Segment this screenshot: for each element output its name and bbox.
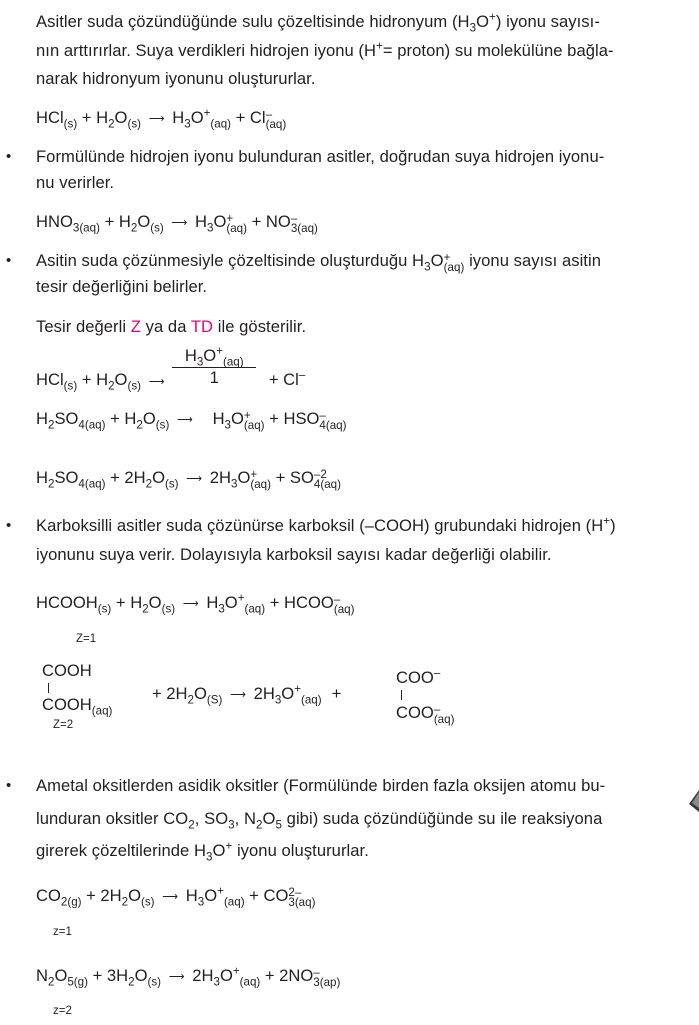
page-corner-icon — [685, 786, 699, 816]
equation-oxalic-acid: + $2H_2O_{(S)}$ ⟶ $2H_3O^+_{(aq)}$ + — [152, 682, 342, 707]
bullet-4-line-1: Ametal oksitlerden asidik oksitler (Formülünde birden fazla oksijen atomu bu- — [36, 776, 606, 795]
fraction-denominator: 1 — [209, 368, 219, 387]
reaction-arrow: ⟶ — [162, 891, 179, 903]
reaction-arrow: ⟶ — [168, 971, 185, 983]
bullet-4-line-2: lunduran oksitler $CO_2$, $SO_3$, $N_2O_5$ gibi) suda çözündüğünde su ile reaksiyona — [36, 809, 603, 832]
bullet-1-line-1: Formülünde hidrojen iyonu bulunduran asitler, doğrudan suya hidrojen iyonu- — [36, 147, 605, 166]
equation-h2so4-2water: $H_2SO_{4(aq)} + 2H_2O_{(s)}$ ⟶ $2H_3O$ + (aq) + SO –2 4(aq) — [36, 467, 341, 491]
reaction-arrow: ⟶ — [148, 376, 165, 389]
reaction-arrow: ⟶ — [186, 473, 203, 485]
equation-co2-water: $CO_{2(g)} + 2H_2O_{(s)}$ ⟶ $H_3O^+_{(aq)}$ + CO 2– 3(aq) — [36, 884, 316, 909]
bullet: • — [6, 777, 12, 794]
equation-formic-acid: $HCOOH_{(s)} + H_2O_{(s)}$ ⟶ $H_3O^+_{(aq)}$ + HCOO – (aq) — [36, 591, 355, 616]
td-symbol: TD — [190, 317, 214, 336]
bullet-2-line-1: Asitin suda çözünmesiyle çözeltisinde oluşturduğu $H_3O$ + (aq) iyonu sayısı asitin — [36, 250, 601, 274]
bond-line — [401, 690, 402, 700]
tesir-line: Tesir değerli Z ya da TD ile gösterilir. — [36, 317, 307, 336]
oxalate-top: COO– — [396, 666, 441, 687]
td-fraction — [172, 346, 256, 388]
oxalate-bottom: COO – (aq) — [396, 702, 455, 726]
equation-hcl-water: $HCl_{(s)} + H_2O_{(s)}$ ⟶ $H_3O^+_{(aq)} + Cl$ – (aq) — [36, 106, 287, 131]
reaction-arrow: ⟶ — [171, 217, 188, 229]
z-value-label: z=2 — [53, 1005, 72, 1017]
bullet-3-line-1: Karboksilli asitler suda çözünürse karboksil (–COOH) grubundaki hidrojen (H+) — [36, 514, 616, 535]
bullet-1-line-2: nu verirler. — [36, 173, 115, 192]
equation-hcl-fraction: $HCl_{(s)} + H_2O_{(s)}$ ⟶ $\frac{H_3O^+_{(aq)}}{1}$ + Cl– — [36, 344, 306, 393]
z-value-label: Z=2 — [53, 719, 74, 731]
bond-line — [48, 683, 49, 693]
z-value-label: z=1 — [53, 926, 72, 938]
bullet-4-line-3: girerek çözeltilerinde $H_3O^+$ iyonu oluştururlar. — [36, 839, 369, 864]
equation-hno3-water: $HNO_{3(aq)} + H_2O_{(s)}$ ⟶ $H_3O$ + (aq) + NO – 3(aq) — [36, 211, 318, 235]
intro-line-1: Asitler suda çözündüğünde sulu çözeltisinde hidronyum $(H_3O^+)$ iyonu sayısı- — [36, 10, 600, 35]
intro-line-3: narak hidronyum iyonunu oluştururlar. — [36, 69, 316, 88]
intro-line-2: nın arttırırlar. Suya verdikleri hidrojen iyonu (H+= proton) su molekülüne bağla- — [36, 39, 614, 60]
reaction-arrow: ⟶ — [177, 414, 193, 426]
oxalic-bottom: $COOH_{(aq)}$ — [42, 695, 113, 718]
reaction-arrow: ⟶ — [230, 689, 246, 701]
reaction-arrow: ⟶ — [182, 598, 199, 610]
oxalic-top: COOH — [42, 661, 92, 680]
fraction-numerator: $H_3O^+_{(aq)}$ — [172, 346, 256, 368]
equation-h2so4-water: $H_2SO_{4(aq)} + H_2O_{(s)}$ ⟶ $H_3O$ + (aq) + HSO – 4(aq) — [36, 408, 347, 432]
bullet: • — [6, 148, 12, 165]
equation-n2o5-water: $N_2O_{5(g)} + 3H_2O_{(s)}$ ⟶ $2H_3O^+_{(aq)} + 2NO$ – 3(ap) — [36, 964, 341, 989]
bullet: • — [6, 252, 12, 269]
reaction-arrow: ⟶ — [148, 113, 165, 125]
bullet: • — [6, 517, 12, 534]
bullet-2-line-2: tesir değerliğini belirler. — [36, 277, 208, 296]
bullet-3-line-2: iyonunu suya verir. Dolayısıyla karboksil sayısı kadar değerliği olabilir. — [36, 545, 552, 564]
z-value-label: Z=1 — [76, 633, 97, 645]
z-symbol: Z — [130, 317, 141, 336]
